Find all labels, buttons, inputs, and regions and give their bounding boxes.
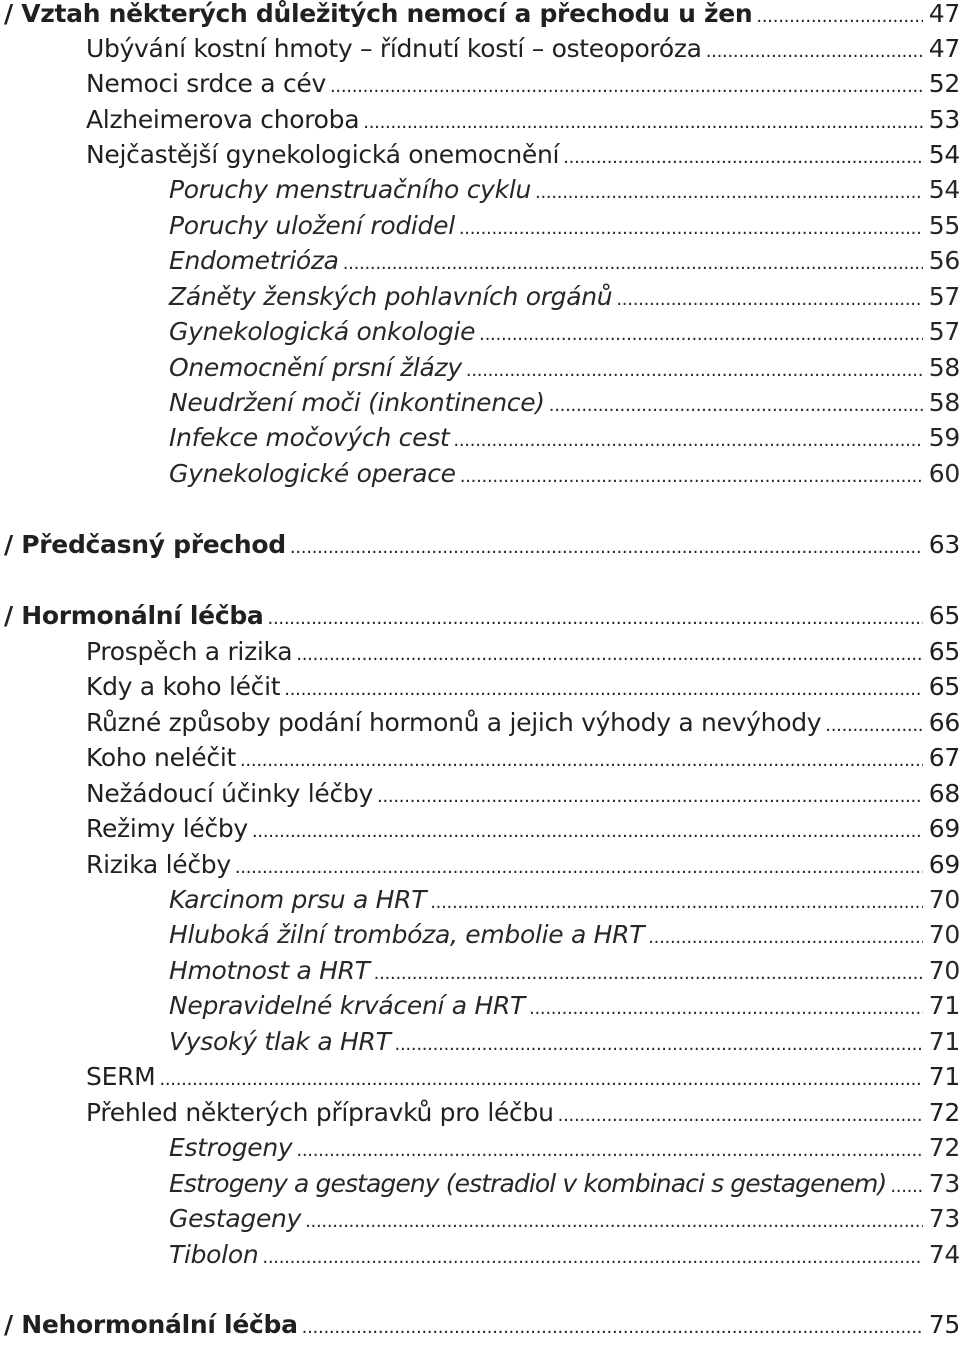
dot-leader (558, 1098, 923, 1133)
toc-entry-title: Kdy a koho léčit (86, 672, 281, 701)
dot-leader (240, 743, 923, 778)
toc-entry-page: 70 (928, 956, 960, 985)
dot-leader (479, 317, 923, 352)
toc-entry-title: / Předčasný přechod (4, 530, 286, 559)
toc-entry-page: 65 (928, 637, 960, 666)
toc-entry-title: Estrogeny (169, 1133, 293, 1162)
dot-leader (252, 814, 923, 849)
toc-entry-title: Koho neléčit (86, 743, 236, 772)
toc-entry-title: Nepravidelné krvácení a HRT (169, 991, 525, 1020)
dot-leader (374, 956, 923, 991)
toc-entry-page: 67 (928, 743, 960, 772)
toc-entry[interactable] (0, 0, 960, 31)
toc-entry-title: Infekce močových cest (169, 423, 450, 452)
toc-entry[interactable] (0, 882, 960, 917)
toc-entry[interactable] (0, 1201, 960, 1236)
toc-entry[interactable] (0, 917, 960, 952)
toc-entry-title: Režimy léčby (86, 814, 248, 843)
toc-entry-title: Gestageny (169, 1204, 302, 1233)
toc-entry[interactable] (0, 243, 960, 278)
toc-entry-title: Ubývání kostní hmoty – řídnutí kostí – osteoporóza (86, 34, 702, 63)
toc-entry-title: Onemocnění prsní žlázy (169, 353, 462, 382)
toc-entry-page: 47 (928, 0, 960, 28)
dot-leader (296, 637, 923, 672)
dot-leader (616, 282, 923, 317)
toc-entry[interactable] (0, 847, 960, 882)
toc-entry-page: 54 (928, 140, 960, 169)
toc-entry-page: 57 (928, 317, 960, 346)
toc-entry[interactable] (0, 208, 960, 243)
toc-entry-title: Alzheimerova choroba (86, 105, 360, 134)
dot-leader (648, 920, 923, 955)
toc-entry[interactable] (0, 102, 960, 137)
toc-entry-page: 65 (928, 601, 960, 630)
dot-leader (563, 140, 923, 175)
toc-entry[interactable] (0, 811, 960, 846)
toc-entry-page: 59 (928, 423, 960, 452)
dot-leader (262, 1240, 923, 1275)
dot-leader (549, 388, 923, 423)
toc-entry-title: Záněty ženských pohlavních orgánů (169, 282, 613, 311)
toc-entry-page: 74 (928, 1240, 960, 1269)
toc-entry[interactable] (0, 1095, 960, 1130)
toc-entry-title: Vysoký tlak a HRT (169, 1027, 391, 1056)
toc-entry-title: Různé způsoby podání hormonů a jejich výhody a nevýhody (86, 708, 822, 737)
toc-entry-page: 72 (928, 1098, 960, 1127)
dot-leader (284, 672, 923, 707)
toc-entry-page: 65 (928, 672, 960, 701)
toc-entry[interactable] (0, 279, 960, 314)
toc-entry[interactable] (0, 988, 960, 1023)
toc-entry[interactable] (0, 456, 960, 491)
toc-entry-title: / Nehormonální léčba (4, 1310, 298, 1339)
toc-entry-title: Tibolon (169, 1240, 259, 1269)
toc-entry[interactable] (0, 1024, 960, 1059)
toc-entry[interactable] (0, 740, 960, 775)
toc-entry-page: 53 (928, 105, 960, 134)
dot-leader (453, 423, 923, 458)
toc-entry-title: Přehled některých přípravků pro léčbu (86, 1098, 554, 1127)
toc-entry[interactable] (0, 527, 960, 562)
toc-entry-title: / Hormonální léčba (4, 601, 264, 630)
toc-entry-page: 54 (928, 175, 960, 204)
toc-entry[interactable] (0, 953, 960, 988)
toc-entry-page: 73 (928, 1204, 960, 1233)
toc-entry[interactable] (0, 137, 960, 172)
toc-entry-page: 60 (928, 459, 960, 488)
dot-leader (268, 601, 923, 636)
toc-entry[interactable] (0, 1307, 960, 1342)
toc-entry[interactable] (0, 634, 960, 669)
toc-entry-title: / Vztah některých důležitých nemocí a přechodu u žen (4, 0, 753, 28)
dot-leader (529, 991, 923, 1026)
toc-entry-title: Prospěch a rizika (86, 637, 293, 666)
toc-entry-title: Gynekologické operace (169, 459, 456, 488)
toc-entry-title: Poruchy menstruačního cyklu (169, 175, 532, 204)
toc-entry-page: 58 (928, 353, 960, 382)
dot-leader (290, 530, 923, 565)
dot-leader (466, 353, 923, 388)
toc-entry-page: 71 (928, 1062, 960, 1091)
toc-entry[interactable] (0, 385, 960, 420)
dot-leader (377, 779, 923, 814)
toc-entry-page: 71 (928, 1027, 960, 1056)
toc-entry-page: 47 (928, 34, 960, 63)
dot-leader (890, 1169, 923, 1204)
toc-entry-title: Endometrióza (169, 246, 339, 275)
toc-entry[interactable] (0, 66, 960, 101)
toc-entry[interactable] (0, 420, 960, 455)
toc-entry[interactable] (0, 314, 960, 349)
toc-entry-title: Nemoci srdce a cév (86, 69, 326, 98)
toc-entry-page: 72 (928, 1133, 960, 1162)
dot-leader (535, 175, 923, 210)
toc-entry[interactable] (0, 705, 960, 740)
toc-entry[interactable] (0, 1059, 960, 1094)
dot-leader (235, 850, 923, 885)
toc-entry[interactable] (0, 172, 960, 207)
toc-entry-page: 71 (928, 991, 960, 1020)
dot-leader (395, 1027, 923, 1062)
toc-entry-page: 52 (928, 69, 960, 98)
toc-entry-page: 68 (928, 779, 960, 808)
toc-entry-page: 66 (928, 708, 960, 737)
toc-entry[interactable] (0, 350, 960, 385)
dot-leader (460, 459, 923, 494)
toc-entry-title: Nejčastější gynekologická onemocnění (86, 140, 560, 169)
toc-entry-title: Hluboká žilní trombóza, embolie a HRT (169, 920, 645, 949)
toc-entry[interactable] (0, 598, 960, 633)
toc-entry[interactable] (0, 1166, 960, 1201)
dot-leader (430, 885, 923, 920)
toc-entry-page: 70 (928, 920, 960, 949)
toc-entry-page: 58 (928, 388, 960, 417)
toc-entry-page: 57 (928, 282, 960, 311)
toc-entry-title: Rizika léčby (86, 850, 231, 879)
toc-entry[interactable] (0, 776, 960, 811)
toc-entry[interactable] (0, 1130, 960, 1165)
toc-entry-page: 69 (928, 850, 960, 879)
dot-leader (363, 105, 923, 140)
toc-entry-page: 56 (928, 246, 960, 275)
toc-entry-page: 55 (928, 211, 960, 240)
toc-entry-page: 70 (928, 885, 960, 914)
toc-entry[interactable] (0, 31, 960, 66)
dot-leader (159, 1062, 923, 1097)
toc-entry-title: Estrogeny a gestageny (estradiol v kombinaci s gestagenem) (169, 1169, 887, 1198)
toc-entry-title: Poruchy uložení rodidel (169, 211, 455, 240)
dot-leader (296, 1133, 923, 1168)
dot-leader (305, 1204, 923, 1239)
toc-entry-title: Neudržení moči (inkontinence) (169, 388, 545, 417)
toc-entry-title: Nežádoucí účinky léčby (86, 779, 374, 808)
toc-entry-title: Karcinom prsu a HRT (169, 885, 427, 914)
dot-leader (302, 1310, 923, 1345)
dot-leader (459, 211, 923, 246)
toc-entry-page: 73 (928, 1169, 960, 1198)
toc-entry-page: 69 (928, 814, 960, 843)
toc-entry[interactable] (0, 1237, 960, 1272)
dot-leader (706, 34, 923, 69)
dot-leader (343, 246, 923, 281)
toc-entry-title: Hmotnost a HRT (169, 956, 370, 985)
toc-entry-title: Gynekologická onkologie (169, 317, 476, 346)
toc-entry-page: 63 (928, 530, 960, 559)
toc-entry[interactable] (0, 669, 960, 704)
toc-entry-title: SERM (86, 1062, 156, 1091)
dot-leader (756, 0, 923, 34)
dot-leader (825, 708, 923, 743)
dot-leader (330, 69, 923, 104)
toc-entry-page: 75 (928, 1310, 960, 1339)
